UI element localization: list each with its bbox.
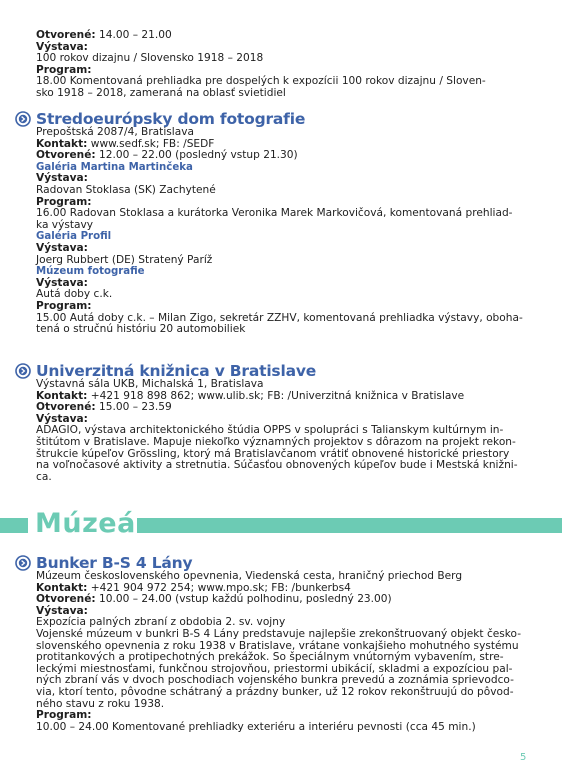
field-value: www.sedf.sk; FB: /SEDF [87, 137, 215, 150]
field-value: Prepoštská 2087/4, Bratislava [36, 126, 194, 138]
text-line [36, 722, 536, 734]
field-value: sko 1918 – 2018, zameraná na oblasť svietidiel [36, 86, 286, 99]
circle-arrow-icon [15, 111, 31, 127]
field-value: Expozícia palných zbraní z obdobia 2. sv. vojny [36, 616, 286, 629]
field-value: 14.00 – 21.00 [95, 29, 172, 41]
sedf-section [36, 127, 536, 336]
field-value: ka výstavy [36, 218, 94, 231]
top-section [36, 30, 536, 100]
section-title: Stredoeurópsky dom fotografie [36, 110, 306, 128]
text-line [36, 231, 536, 243]
text-line [36, 472, 536, 484]
text-line [36, 208, 536, 220]
text-line [36, 150, 536, 162]
section-title: Bunker B-S 4 Lány [36, 554, 193, 572]
text-line [36, 594, 536, 606]
field-label: Výstava: [36, 241, 88, 254]
field-label: Výstava: [36, 172, 88, 185]
field-value: +421 918 898 862; www.ulib.sk; FB: /Univerzitná knižnica v Bratislave [87, 389, 465, 402]
field-label: Program: [36, 63, 92, 76]
field-value: tená o stručnú históriu 20 automobiliek [36, 323, 246, 336]
ukb-section [36, 379, 536, 483]
text-line [36, 88, 536, 100]
field-value: 15.00 Autá doby c.k. – Milan Zigo, sekretár ZZHV, komentovaná prehliadka výstavy, oboha- [36, 311, 523, 324]
field-label: Program: [36, 299, 92, 312]
field-value: štitútom v Bratislave. Mapuje niekoľko významných projektov s dôrazom na projekt rekon- [36, 435, 516, 448]
text-line [36, 220, 536, 232]
field-value: 10.00 – 24.00 Komentované prehliadky exteriéru a interiéru pevnosti (cca 45 min.) [36, 720, 476, 733]
field-value: na voľnočasové aktivity a stretnutia. Súčasťou obnovených kúpeľov bude i Mestská knižni- [36, 459, 518, 472]
field-label: Výstava: [36, 412, 88, 425]
field-label: Otvorené: [36, 593, 96, 606]
text-line [36, 162, 536, 174]
bunker-section [36, 571, 536, 733]
text-line [36, 324, 536, 336]
text-line [36, 699, 536, 711]
text-line [36, 255, 536, 267]
text-line [36, 460, 536, 472]
field-value: 10.00 – 24.00 (vstup každú polhodinu, posledný 23.00) [95, 593, 392, 606]
field-label: Výstava: [36, 276, 88, 289]
field-value: Radovan Stoklasa (SK) Zachytené [36, 183, 216, 196]
field-label: Program: [36, 709, 92, 722]
field-value: slovenského opevnenia z roku 1938 v Bratislave, vrátane vonkajšieho mohutného systému [36, 639, 519, 652]
field-value: leckými miestnosťami, funkčnou strojovňou, priestormi ubikácií, skladmi a expozíciou pal- [36, 662, 513, 675]
section-title: Univerzitná knižnica v Bratislave [36, 362, 317, 380]
field-value: 100 rokov dizajnu / Slovensko 1918 – 2018 [36, 52, 264, 65]
field-label: Otvorené: [36, 149, 96, 162]
field-value: 18.00 Komentovaná prehliadka pre dospelých k expozícii 100 rokov dizajnu / Sloven- [36, 75, 486, 88]
field-label: Kontakt: [36, 137, 88, 150]
field-value: 16.00 Radovan Stoklasa a kurátorka Veronika Marek Markovičová, komentovaná prehliad- [36, 207, 513, 220]
field-label: Kontakt: [36, 581, 88, 594]
text-line [36, 53, 536, 65]
field-label: Otvorené: [36, 29, 96, 41]
field-value: štrukcie kúpeľov Grössling, ktorý má Bratislavčanom vrátiť obnovené historické priestory [36, 447, 510, 460]
field-value: Výstavná sála UKB, Michalská 1, Bratislava [36, 378, 264, 390]
field-value: Autá doby c.k. [36, 288, 113, 301]
text-line [36, 185, 536, 197]
field-label: Výstava: [36, 40, 88, 53]
field-value: ca. [36, 470, 52, 483]
section-divider-left [0, 518, 28, 533]
text-line [36, 402, 536, 414]
section-heading-muzea: Múzeá [35, 508, 136, 539]
field-value: protitankových a protipechotných prekážok. So špeciálnym vnútorným vybavením, stre- [36, 651, 504, 664]
field-value: 12.00 – 22.00 (posledný vstup 21.30) [95, 149, 298, 162]
text-line [36, 30, 536, 42]
venue-subheading: Galéria Martina Martinčeka [36, 161, 193, 173]
field-value: +421 904 972 254; www.mpo.sk; FB: /bunkerbs4 [87, 581, 351, 594]
section-divider-right [137, 518, 562, 533]
page-number: 5 [520, 752, 527, 763]
venue-subheading: Múzeum fotografie [36, 266, 145, 278]
field-value: ných zbraní vás v dvoch poschodiach vojenského bunkra prevedú a zoznámia sprievodco- [36, 674, 514, 687]
field-value: 15.00 – 23.59 [95, 401, 172, 414]
field-value: Joerg Rubbert (DE) Stratený Paríž [36, 253, 213, 266]
field-label: Otvorené: [36, 401, 96, 414]
field-label: Výstava: [36, 604, 88, 617]
text-line [36, 266, 536, 278]
field-value: ADAGIO, výstava architektonického štúdia OPPS v spolupráci s Talianskym kultúrnym in- [36, 424, 504, 437]
venue-subheading: Galéria Profil [36, 231, 112, 243]
field-label: Kontakt: [36, 389, 88, 402]
field-value: Vojenské múzeum v bunkri B-S 4 Lány predstavuje najlepšie zrekonštruovaný objekt česko- [36, 627, 522, 640]
field-value: Múzeum československého opevnenia, Viedenská cesta, hraničný priechod Berg [36, 570, 463, 582]
field-label: Program: [36, 195, 92, 208]
circle-arrow-icon [15, 363, 31, 379]
field-value: ného stavu z roku 1938. [36, 697, 165, 710]
circle-arrow-icon [15, 555, 31, 571]
field-value: via, ktorí tento, pôvodne schátraný a prázdny bunker, už 12 rokov rekonštruujú do pôvod- [36, 685, 514, 698]
text-line [36, 289, 536, 301]
